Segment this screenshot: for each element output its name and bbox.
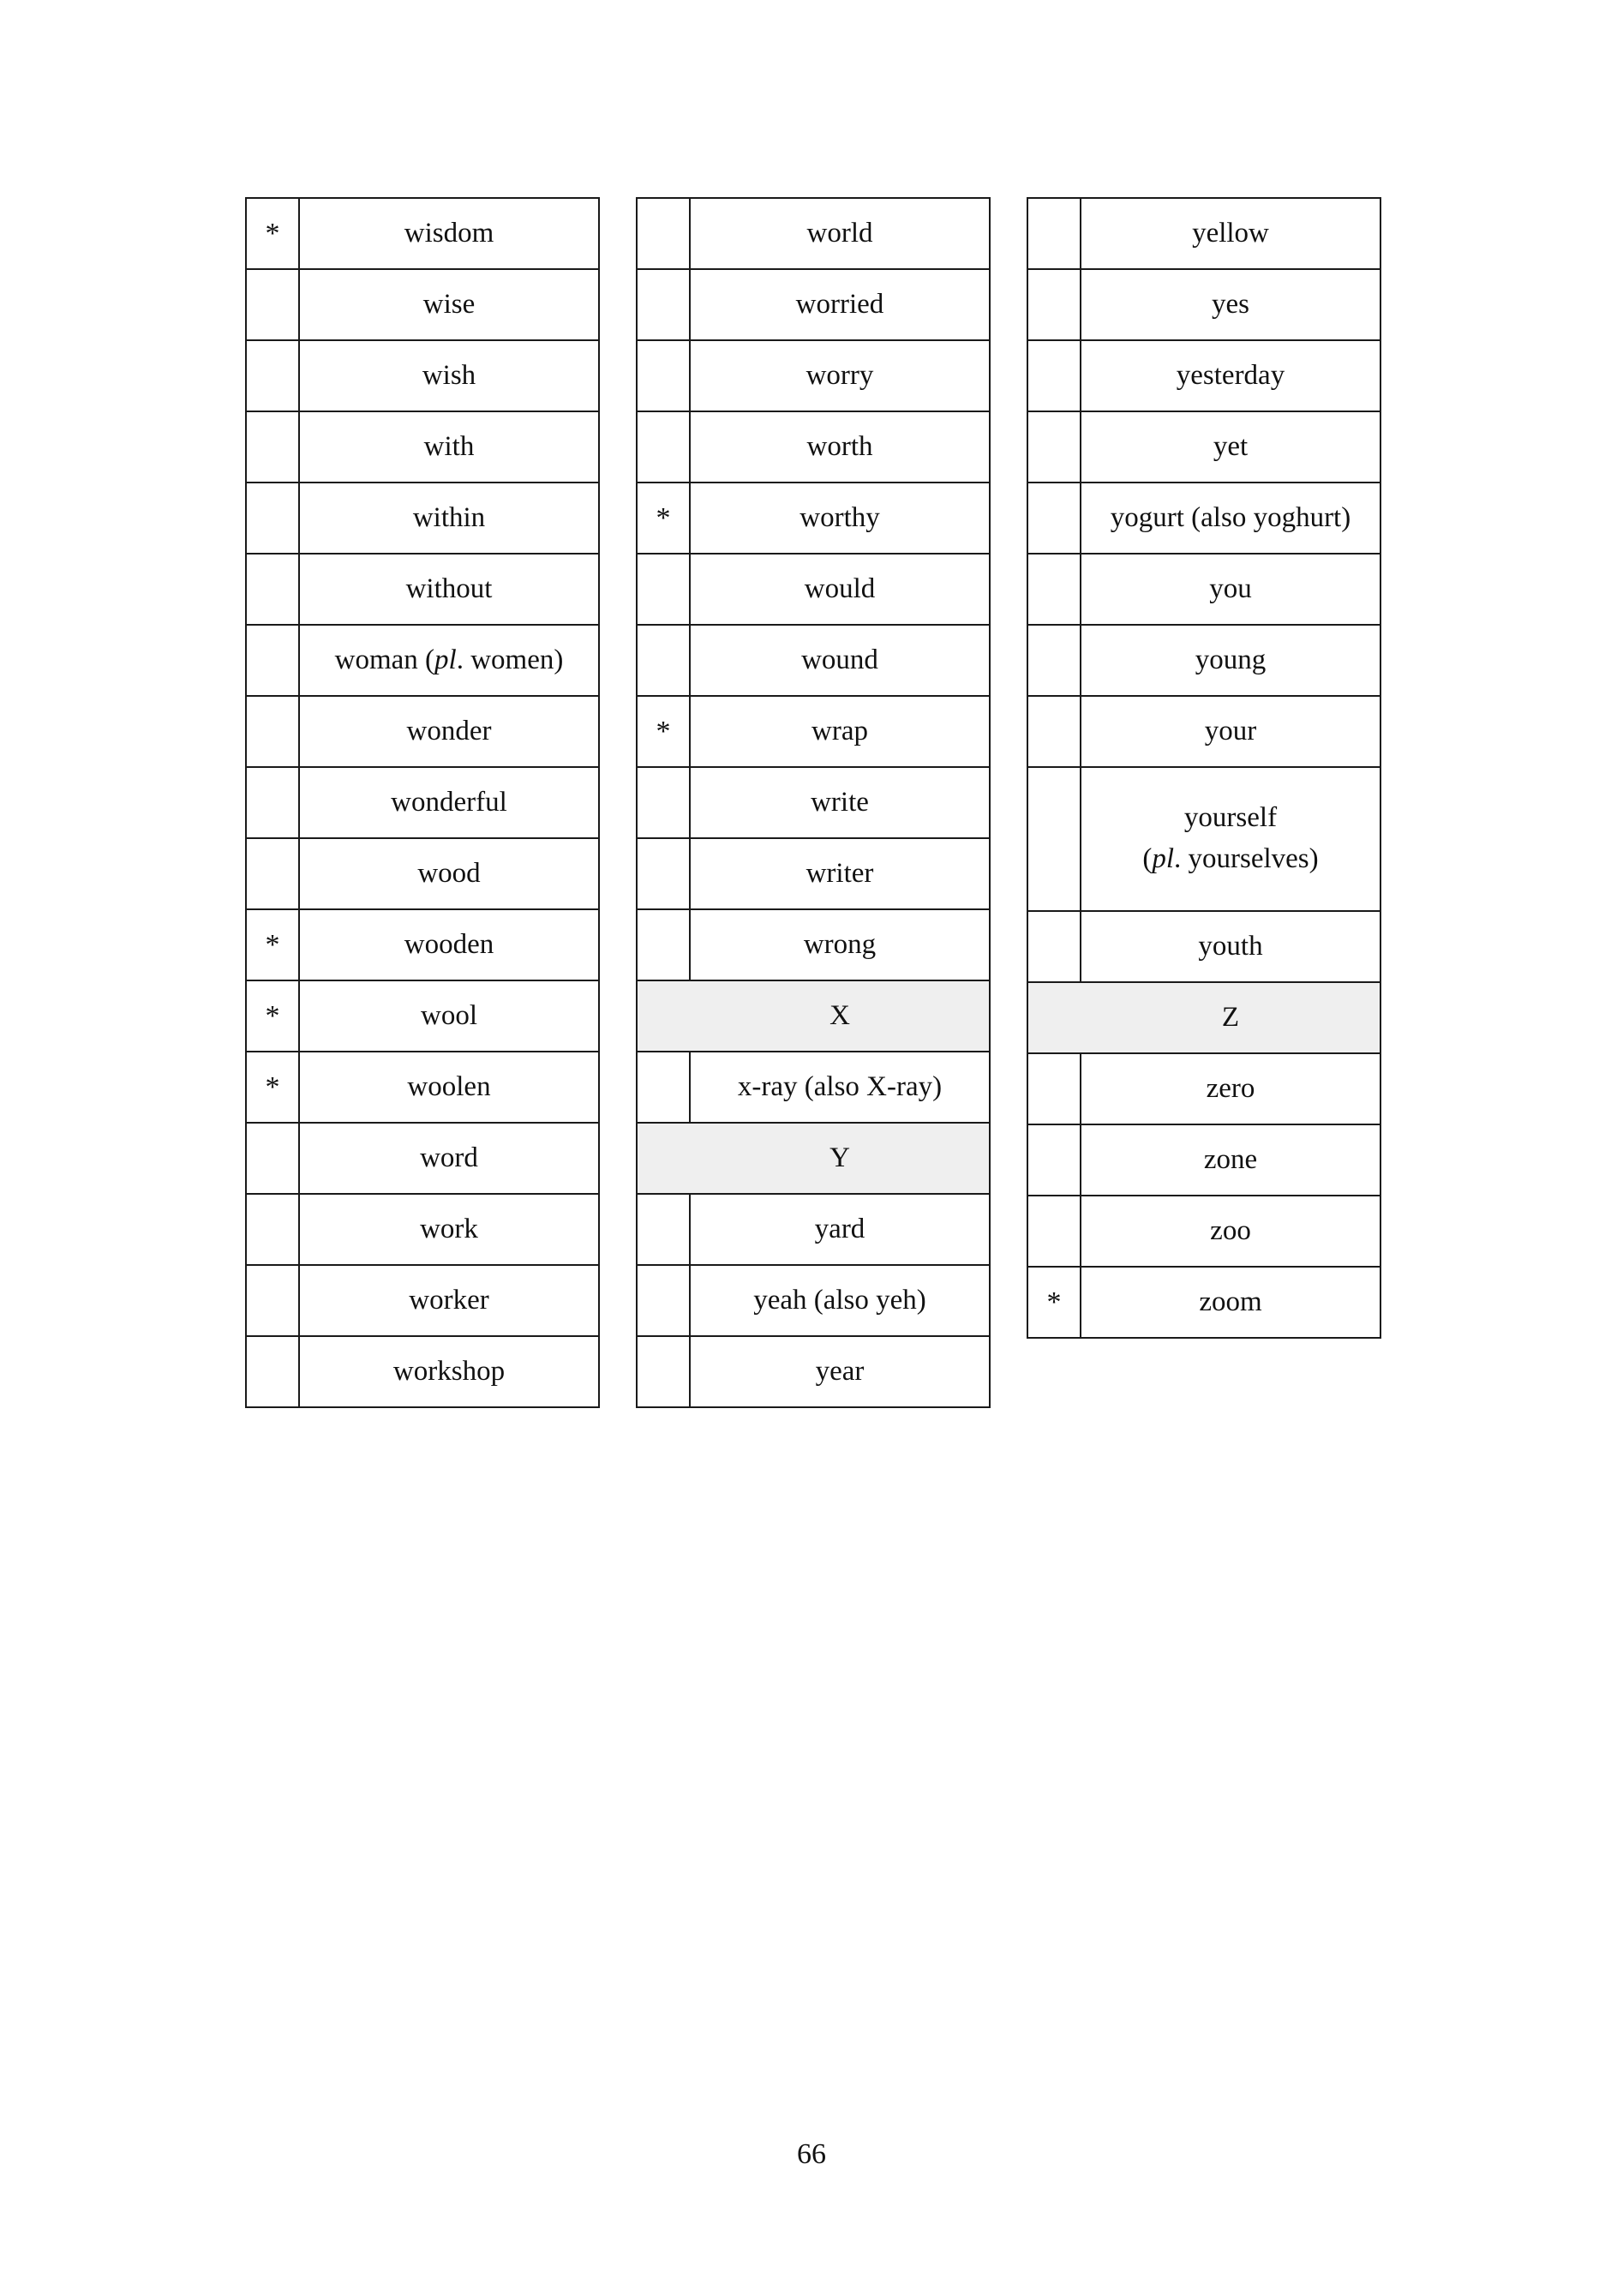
mark-cell xyxy=(246,269,299,340)
word-cell: zone xyxy=(1081,1124,1380,1196)
word-cell: youth xyxy=(1081,911,1380,982)
mark-cell xyxy=(246,625,299,696)
table-row xyxy=(246,625,599,696)
table-row xyxy=(246,909,599,980)
mark-cell xyxy=(246,483,299,554)
word-cell: yes xyxy=(1081,269,1380,340)
table-row xyxy=(1027,411,1380,483)
mark-cell xyxy=(1027,1196,1081,1267)
letter-heading-row xyxy=(637,980,990,1052)
word-cell: yet xyxy=(1081,411,1380,483)
table-row xyxy=(637,909,990,980)
word-cell: zoom xyxy=(1081,1267,1380,1338)
mark-cell xyxy=(637,554,690,625)
word-cell: wonderful xyxy=(299,767,599,838)
word-cell: worker xyxy=(299,1265,599,1336)
table-row xyxy=(1027,1196,1380,1267)
mark-cell xyxy=(246,696,299,767)
mark-cell xyxy=(1027,483,1081,554)
table-row xyxy=(246,340,599,411)
mark-cell xyxy=(246,1336,299,1407)
word-cell: worthy xyxy=(690,483,990,554)
page-number: 66 xyxy=(797,2138,826,2170)
table-row xyxy=(637,625,990,696)
word-cell: within xyxy=(299,483,599,554)
mark-cell xyxy=(1027,625,1081,696)
letter-heading-row xyxy=(1027,982,1380,1053)
word-cell: writer xyxy=(690,838,990,909)
table-row xyxy=(637,696,990,767)
word-cell: wound xyxy=(690,625,990,696)
word-table-column-2 xyxy=(636,197,991,1408)
word-cell: worried xyxy=(690,269,990,340)
table-row xyxy=(637,767,990,838)
mark-cell: * xyxy=(1027,1267,1081,1338)
letter-heading-cell: Z xyxy=(1081,982,1380,1053)
word-cell: yogurt (also yoghurt) xyxy=(1081,483,1380,554)
mark-cell: * xyxy=(246,980,299,1052)
word-cell: yourself (pl. yourselves) xyxy=(1081,767,1380,911)
table-body xyxy=(246,198,599,1407)
table-row xyxy=(637,340,990,411)
table-row xyxy=(246,269,599,340)
mark-cell xyxy=(637,909,690,980)
word-cell: worth xyxy=(690,411,990,483)
table-row xyxy=(637,838,990,909)
word-cell: without xyxy=(299,554,599,625)
table-row xyxy=(1027,911,1380,982)
word-cell: wool xyxy=(299,980,599,1052)
table-row xyxy=(246,1123,599,1194)
mark-cell xyxy=(1027,696,1081,767)
word-cell: wood xyxy=(299,838,599,909)
word-cell: yeah (also yeh) xyxy=(690,1265,990,1336)
word-cell: woolen xyxy=(299,1052,599,1123)
word-cell: x-ray (also X-ray) xyxy=(690,1052,990,1123)
word-cell: yesterday xyxy=(1081,340,1380,411)
mark-cell xyxy=(1027,198,1081,269)
table-row xyxy=(246,483,599,554)
word-cell: you xyxy=(1081,554,1380,625)
table-row xyxy=(1027,1053,1380,1124)
table-row xyxy=(637,411,990,483)
table-row xyxy=(246,980,599,1052)
word-cell: write xyxy=(690,767,990,838)
table-body xyxy=(1027,198,1380,1338)
mark-cell xyxy=(1027,982,1081,1053)
table-row xyxy=(1027,696,1380,767)
mark-cell xyxy=(637,1052,690,1123)
word-cell: work xyxy=(299,1194,599,1265)
word-cell: world xyxy=(690,198,990,269)
letter-heading-cell: Y xyxy=(690,1123,990,1194)
word-cell: workshop xyxy=(299,1336,599,1407)
table-row xyxy=(637,1194,990,1265)
mark-cell xyxy=(1027,340,1081,411)
table-row xyxy=(246,1052,599,1123)
table-row xyxy=(1027,340,1380,411)
table-row xyxy=(1027,767,1380,911)
mark-cell xyxy=(637,198,690,269)
mark-cell xyxy=(637,1336,690,1407)
mark-cell xyxy=(637,1123,690,1194)
mark-cell xyxy=(246,838,299,909)
table-row xyxy=(1027,198,1380,269)
word-cell: wooden xyxy=(299,909,599,980)
table-row xyxy=(1027,1124,1380,1196)
table-row xyxy=(246,411,599,483)
word-cell: wrong xyxy=(690,909,990,980)
mark-cell xyxy=(246,411,299,483)
table-body xyxy=(637,198,990,1407)
word-cell: wonder xyxy=(299,696,599,767)
word-cell: young xyxy=(1081,625,1380,696)
mark-cell xyxy=(637,269,690,340)
table-row xyxy=(637,198,990,269)
word-cell: wish xyxy=(299,340,599,411)
word-cell: with xyxy=(299,411,599,483)
mark-cell xyxy=(1027,554,1081,625)
table-row xyxy=(637,1336,990,1407)
word-cell: wisdom xyxy=(299,198,599,269)
table-row xyxy=(637,1265,990,1336)
mark-cell xyxy=(637,838,690,909)
mark-cell: * xyxy=(246,1052,299,1123)
table-row xyxy=(246,1194,599,1265)
word-cell: word xyxy=(299,1123,599,1194)
table-row xyxy=(637,483,990,554)
mark-cell xyxy=(637,340,690,411)
table-row xyxy=(1027,483,1380,554)
table-row xyxy=(637,1052,990,1123)
letter-heading-cell: X xyxy=(690,980,990,1052)
mark-cell xyxy=(1027,1053,1081,1124)
word-cell: wrap xyxy=(690,696,990,767)
mark-cell xyxy=(637,767,690,838)
mark-cell xyxy=(637,411,690,483)
word-table-column-3 xyxy=(1027,197,1381,1339)
mark-cell xyxy=(1027,411,1081,483)
word-table-column-1 xyxy=(245,197,600,1408)
table-row xyxy=(1027,1267,1380,1338)
letter-heading-row xyxy=(637,1123,990,1194)
mark-cell xyxy=(637,1265,690,1336)
mark-cell xyxy=(246,1123,299,1194)
mark-cell xyxy=(246,1265,299,1336)
mark-cell xyxy=(246,340,299,411)
mark-cell xyxy=(1027,911,1081,982)
table-row xyxy=(637,269,990,340)
word-cell: would xyxy=(690,554,990,625)
mark-cell xyxy=(246,1194,299,1265)
table-row xyxy=(246,1265,599,1336)
word-cell: your xyxy=(1081,696,1380,767)
table-row xyxy=(637,554,990,625)
mark-cell xyxy=(1027,1124,1081,1196)
table-row xyxy=(246,767,599,838)
word-cell: zero xyxy=(1081,1053,1380,1124)
word-cell: yard xyxy=(690,1194,990,1265)
word-cell: yellow xyxy=(1081,198,1380,269)
table-row xyxy=(246,198,599,269)
table-row xyxy=(246,554,599,625)
mark-cell xyxy=(246,767,299,838)
word-cell: woman (pl. women) xyxy=(299,625,599,696)
mark-cell xyxy=(246,554,299,625)
mark-cell xyxy=(1027,767,1081,911)
mark-cell: * xyxy=(246,198,299,269)
mark-cell: * xyxy=(246,909,299,980)
mark-cell xyxy=(637,1194,690,1265)
mark-cell xyxy=(637,980,690,1052)
table-row xyxy=(246,1336,599,1407)
table-row xyxy=(246,696,599,767)
mark-cell xyxy=(1027,269,1081,340)
table-row xyxy=(1027,269,1380,340)
word-cell: wise xyxy=(299,269,599,340)
mark-cell xyxy=(637,625,690,696)
table-row xyxy=(246,838,599,909)
word-cell: worry xyxy=(690,340,990,411)
table-row xyxy=(1027,554,1380,625)
word-cell: zoo xyxy=(1081,1196,1380,1267)
mark-cell: * xyxy=(637,696,690,767)
mark-cell: * xyxy=(637,483,690,554)
word-cell: year xyxy=(690,1336,990,1407)
table-row xyxy=(1027,625,1380,696)
